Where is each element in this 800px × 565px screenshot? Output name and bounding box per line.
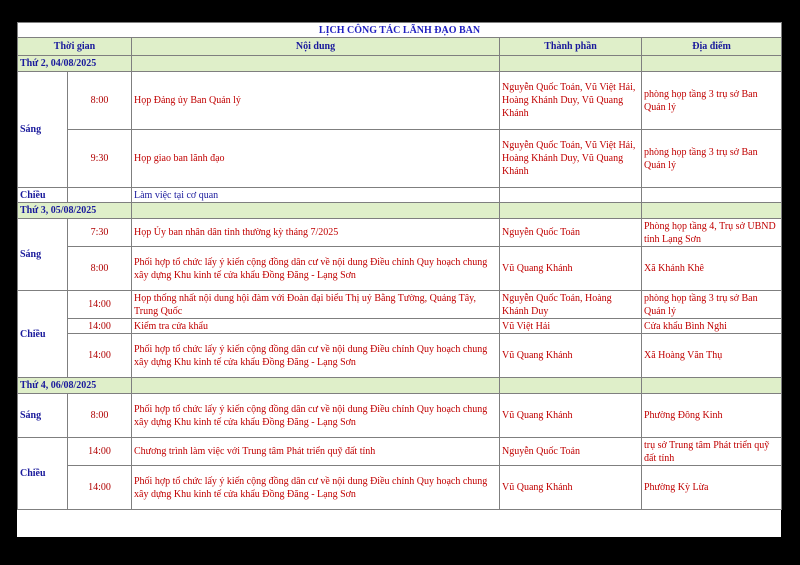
participants-cell: Vũ Quang Khánh [500, 334, 642, 378]
day-blank-content [132, 378, 500, 394]
time-cell: 14:00 [68, 291, 132, 319]
schedule-sheet [17, 22, 781, 537]
participants-cell: Nguyễn Quốc Toản, Hoàng Khánh Duy [500, 291, 642, 319]
table-row [18, 319, 782, 334]
content-cell: Họp Đảng ủy Ban Quản lý [132, 72, 500, 130]
location-cell: Xã Khánh Khê [642, 247, 782, 291]
table-row [18, 188, 782, 203]
participants-cell: Vũ Quang Khánh [500, 394, 642, 438]
table-row [18, 72, 782, 130]
time-cell [68, 188, 132, 203]
header-time: Thời gian [18, 38, 132, 56]
content-cell: Họp Ủy ban nhân dân tỉnh thường kỳ tháng 7/2025 [132, 219, 500, 247]
location-cell: phòng họp tầng 3 trụ sở Ban Quản lý [642, 130, 782, 188]
location-cell: Phường Kỳ Lừa [642, 466, 782, 510]
participants-cell: Nguyễn Quốc Toản [500, 219, 642, 247]
location-cell: Phòng họp tầng 4, Trụ sở UBND tỉnh Lạng Sơn [642, 219, 782, 247]
location-cell: phòng họp tầng 3 trụ sở Ban Quản lý [642, 72, 782, 130]
location-cell: Cửa khẩu Bình Nghi [642, 319, 782, 334]
session-label: Sáng [18, 394, 68, 438]
location-cell: Phường Đông Kinh [642, 394, 782, 438]
table-row [18, 334, 782, 378]
participants-cell: Vũ Việt Hải [500, 319, 642, 334]
content-cell: Làm việc tại cơ quan [132, 188, 500, 203]
table-row [18, 130, 782, 188]
session-label: Chiều [18, 188, 68, 203]
table-row [18, 219, 782, 247]
header-content: Nội dung [132, 38, 500, 56]
content-cell: Phối hợp tổ chức lấy ý kiến cộng đồng dân cư về nội dung Điều chỉnh Quy hoạch chung xây dựng Khu kinh tế cửa khẩu Đồng Đăng - Lạng Sơn [132, 247, 500, 291]
day-label: Thứ 2, 04/08/2025 [18, 56, 132, 72]
day-row [18, 203, 782, 219]
day-blank-participants [500, 203, 642, 219]
table-row [18, 394, 782, 438]
location-cell [642, 188, 782, 203]
location-cell: trụ sở Trung tâm Phát triển quỹ đất tỉnh [642, 438, 782, 466]
day-label: Thứ 3, 05/08/2025 [18, 203, 132, 219]
content-cell: Kiểm tra cửa khẩu [132, 319, 500, 334]
day-row [18, 378, 782, 394]
table-row [18, 466, 782, 510]
time-cell: 8:00 [68, 72, 132, 130]
participants-cell: Nguyễn Quốc Toản, Vũ Việt Hải, Hoàng Khánh Duy, Vũ Quang Khánh [500, 72, 642, 130]
participants-cell: Vũ Quang Khánh [500, 247, 642, 291]
time-cell: 9:30 [68, 130, 132, 188]
header-location: Địa điểm [642, 38, 782, 56]
content-cell: Chương trình làm việc với Trung tâm Phát triển quỹ đất tỉnh [132, 438, 500, 466]
participants-cell: Nguyễn Quốc Toản, Vũ Việt Hải, Hoàng Khánh Duy, Vũ Quang Khánh [500, 130, 642, 188]
table-row [18, 247, 782, 291]
schedule-table [17, 22, 782, 510]
time-cell: 14:00 [68, 334, 132, 378]
content-cell: Phối hợp tổ chức lấy ý kiến cộng đồng dân cư về nội dung Điều chỉnh Quy hoạch chung xây dựng Khu kinh tế cửa khẩu Đồng Đăng - Lạng Sơn [132, 334, 500, 378]
participants-cell: Vũ Quang Khánh [500, 466, 642, 510]
content-cell: Họp thống nhất nội dung hội đàm với Đoàn đại biểu Thị uỷ Bằng Tường, Quảng Tây, Trung Quốc [132, 291, 500, 319]
day-blank-content [132, 56, 500, 72]
day-blank-content [132, 203, 500, 219]
day-blank-participants [500, 56, 642, 72]
day-blank-location [642, 203, 782, 219]
location-cell: Xã Hoàng Văn Thụ [642, 334, 782, 378]
time-cell: 7:30 [68, 219, 132, 247]
day-blank-participants [500, 378, 642, 394]
time-cell: 14:00 [68, 319, 132, 334]
content-cell: Phối hợp tổ chức lấy ý kiến cộng đồng dân cư về nội dung Điều chỉnh Quy hoạch chung xây dựng Khu kinh tế cửa khẩu Đồng Đăng - Lạng Sơn [132, 466, 500, 510]
location-cell: phòng họp tầng 3 trụ sở Ban Quản lý [642, 291, 782, 319]
header-participants: Thành phần [500, 38, 642, 56]
content-cell: Phối hợp tổ chức lấy ý kiến cộng đồng dân cư về nội dung Điều chỉnh Quy hoạch chung xây dựng Khu kinh tế cửa khẩu Đồng Đăng - Lạng Sơn [132, 394, 500, 438]
time-cell: 8:00 [68, 247, 132, 291]
table-row [18, 291, 782, 319]
day-blank-location [642, 378, 782, 394]
time-cell: 14:00 [68, 438, 132, 466]
session-label: Chiều [18, 438, 68, 510]
day-blank-location [642, 56, 782, 72]
participants-cell: Nguyễn Quốc Toản [500, 438, 642, 466]
table-row [18, 438, 782, 466]
time-cell: 8:00 [68, 394, 132, 438]
table-title: LỊCH CÔNG TÁC LÃNH ĐẠO BAN [18, 23, 782, 38]
session-label: Chiều [18, 291, 68, 378]
day-row [18, 56, 782, 72]
session-label: Sáng [18, 219, 68, 291]
content-cell: Họp giao ban lãnh đạo [132, 130, 500, 188]
session-label: Sáng [18, 72, 68, 188]
day-label: Thứ 4, 06/08/2025 [18, 378, 132, 394]
time-cell: 14:00 [68, 466, 132, 510]
participants-cell [500, 188, 642, 203]
